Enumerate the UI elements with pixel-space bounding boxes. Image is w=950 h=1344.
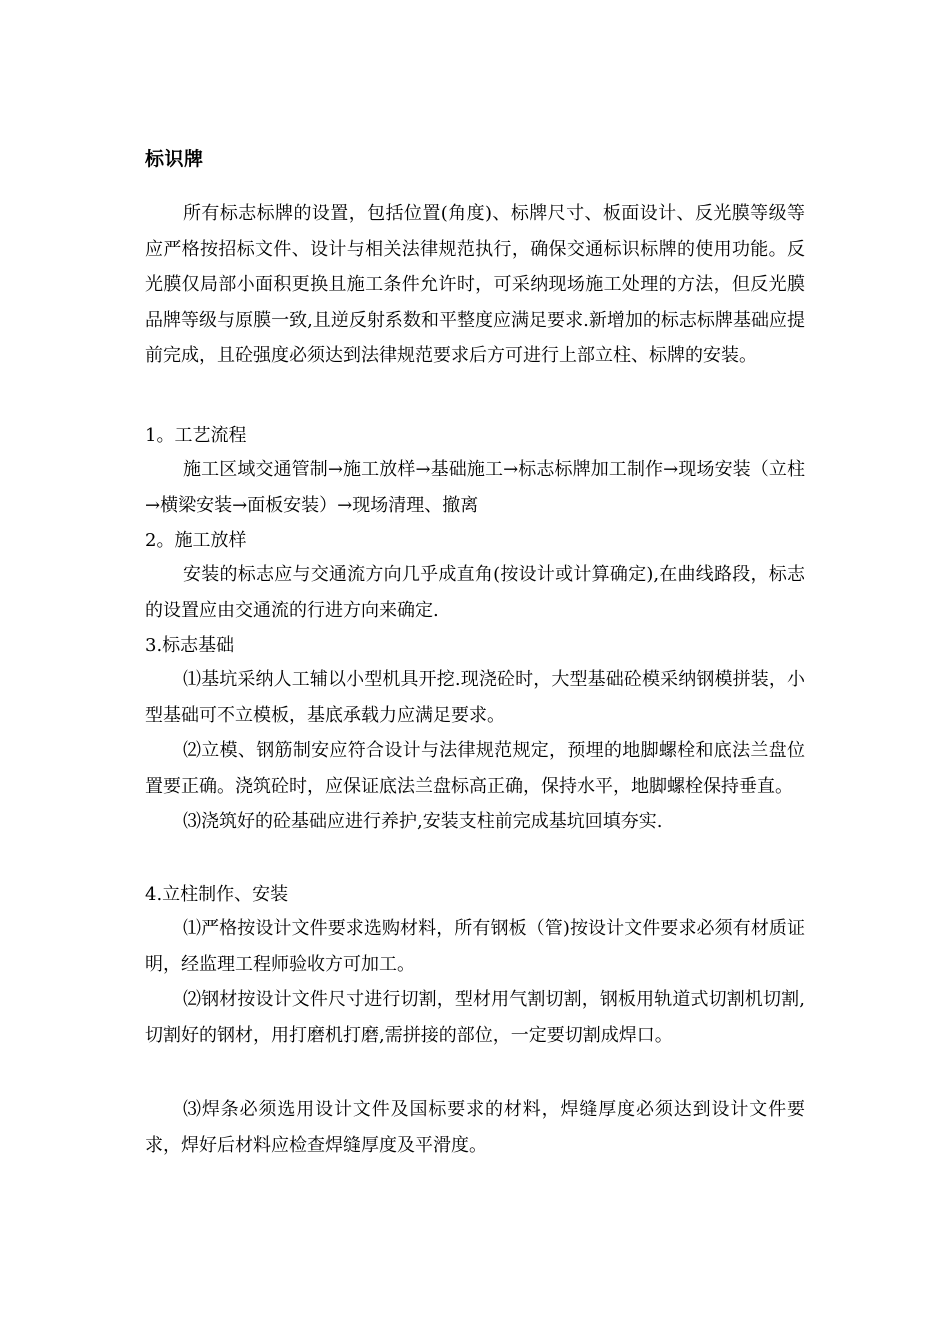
section-3-item-2: ⑵立模、钢筋制安应符合设计与法律规范规定，预埋的地脚螺栓和底法兰盘位置要正确。浇筑砼时，应保证底法兰盘标高正确，保持水平，地脚螺栓保持垂直。 — [145, 740, 805, 797]
section-3-heading: 3.标志基础 — [145, 635, 235, 656]
section-3-body — [145, 662, 805, 840]
section-4-heading: 4.立柱制作、安装 — [145, 884, 289, 905]
section-2-text: 安装的标志应与交通流方向几乎成直角(按设计或计算确定),在曲线路段，标志的设置应由交通流的行进方向来确定. — [145, 564, 805, 621]
document-title: 标识牌 — [145, 148, 204, 170]
section-3-item-3: ⑶浇筑好的砼基础应进行养护,安装支柱前完成基坑回填夯实. — [183, 811, 663, 832]
section-2-body — [145, 557, 805, 628]
section-4-body — [145, 911, 805, 1053]
section-4-body-continued — [145, 1092, 805, 1163]
intro-text: 所有标志标牌的设置，包括位置(角度)、标牌尺寸、板面设计、反光膜等级等应严格按招标文件、设计与相关法律规范执行，确保交通标识标牌的使用功能。反光膜仅局部小面积更换且施工条件允许时，可采纳现场施工处理的方法，但反光膜品牌等级与原膜一致,且逆反射系数和平整度应满足要求.新增加的标志标牌基础应提前完成，且砼强度必须达到法律规范要求后方可进行上部立柱、标牌的安装。 — [145, 203, 805, 366]
section-4-item-3: ⑶焊条必须选用设计文件及国标要求的材料，焊缝厚度必须达到设计文件要求，焊好后材料应检查焊缝厚度及平滑度。 — [145, 1099, 805, 1156]
section-1-body — [145, 452, 805, 523]
section-4-item-2: ⑵钢材按设计文件尺寸进行切割，型材用气割切割，钢板用轨道式切割机切割,切割好的钢材，用打磨机打磨,需拼接的部位，一定要切割成焊口。 — [145, 989, 805, 1046]
section-3-item-1: ⑴基坑采纳人工辅以小型机具开挖.现浇砼时，大型基础砼模采纳钢模拼装，小型基础可不立模板，基底承载力应满足要求。 — [145, 669, 805, 726]
intro-paragraph — [145, 196, 805, 374]
section-1-heading: 1。工艺流程 — [145, 425, 247, 446]
section-1-text: 施工区域交通管制→施工放样→基础施工→标志标牌加工制作→现场安装（立柱→横梁安装→面板安装）→现场清理、撤离 — [145, 459, 805, 516]
section-4-item-1: ⑴严格按设计文件要求选购材料，所有钢板（管)按设计文件要求必须有材质证明，经监理工程师验收方可加工。 — [145, 918, 805, 975]
section-2-heading: 2。施工放样 — [145, 530, 247, 551]
